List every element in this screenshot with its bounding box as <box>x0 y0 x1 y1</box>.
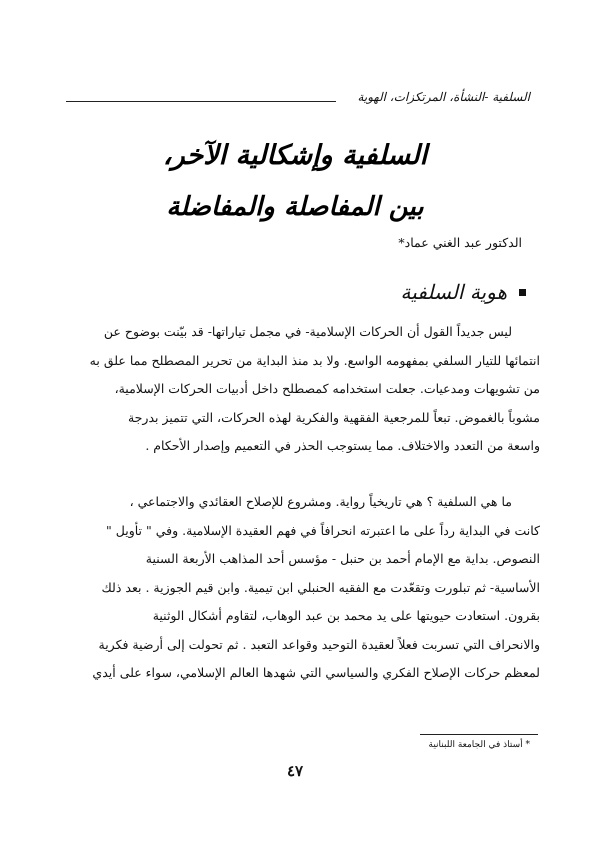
paragraph-2 <box>52 488 540 688</box>
paragraph-line: ما هي السلفية ؟ هي تاريخياً رواية. ومشروع للإصلاح العقائدي والاجتماعي ، <box>129 494 512 509</box>
paragraph-line: من تشويهات ومدعيات. جعلت استخدامه كمصطلح داخل أدبيات الحركات الإسلامية، <box>114 381 540 396</box>
article-title: السلفية وإشكالية الآخر، <box>162 140 428 171</box>
paragraph-line: ليس جديداً القول أن الحركات الإسلامية- في مجمل تياراتها- قد بيّنت بوضوح عن <box>103 324 512 339</box>
paragraph-line: مشوباً بالغموض. تبعاً للمرجعية الفقهية والفكرية لهذه الحركات، التي تتميز بدرجة <box>127 409 540 425</box>
header-rule <box>66 101 336 102</box>
paragraph-line: انتمائها للتيار السلفي بمفهومه الواسع. ولا بد منذ البداية من تحرير المصطلح مما علق به <box>89 352 540 368</box>
paragraph-line: لمعظم حركات الإصلاح الفكري والسياسي التي شهدها العالم الإسلامي، سواء على أيدي <box>92 665 540 680</box>
section-heading-text: هوية السلفية <box>400 280 507 304</box>
paragraph-line: الأساسية- ثم تبلورت وتقعّدت مع الفقيه الحنبلي ابن تيمية. وابن قيم الجوزية . بعد ذلك <box>101 579 540 595</box>
paragraph-line: بقرون. استعادت حيويتها على يد محمد بن عبد الوهاب، لتقاوم أشكال الوثنية <box>152 608 540 623</box>
paragraph-line: كانت في البداية رداً على ما اعتبرته انحرافاً في فهم العقيدة الإسلامية. وفي " تأويل " <box>106 522 540 538</box>
running-header: السلفية -النشأة، المرتكزات، الهوية <box>357 90 530 104</box>
author-name: الدكتور عبد الغني عماد* <box>398 235 522 250</box>
footnote-rule <box>420 734 538 735</box>
article-subtitle: بين المفاصلة والمفاضلة <box>166 192 424 222</box>
paragraph-line: والانحراف التي تسربت فعلاً لعقيدة التوحيد وقواعد التعبد . ثم تحولت إلى أرضية فكرية <box>98 636 540 652</box>
section-heading <box>400 280 526 304</box>
page-number: ٤٧ <box>286 762 304 780</box>
paragraph-line: واسعة من التعدد والاختلاف. مما يستوجب الحذر في التعميم وإصدار الأحكام . <box>145 438 540 453</box>
footnote: * أستاذ في الجامعة اللبنانية <box>428 740 530 750</box>
square-bullet-icon <box>519 289 526 296</box>
paragraph-1 <box>52 318 540 461</box>
paragraph-line: النصوص. بداية مع الإمام أحمد بن حنبل - مؤسس أحد المذاهب الأربعة السنية <box>145 551 540 566</box>
